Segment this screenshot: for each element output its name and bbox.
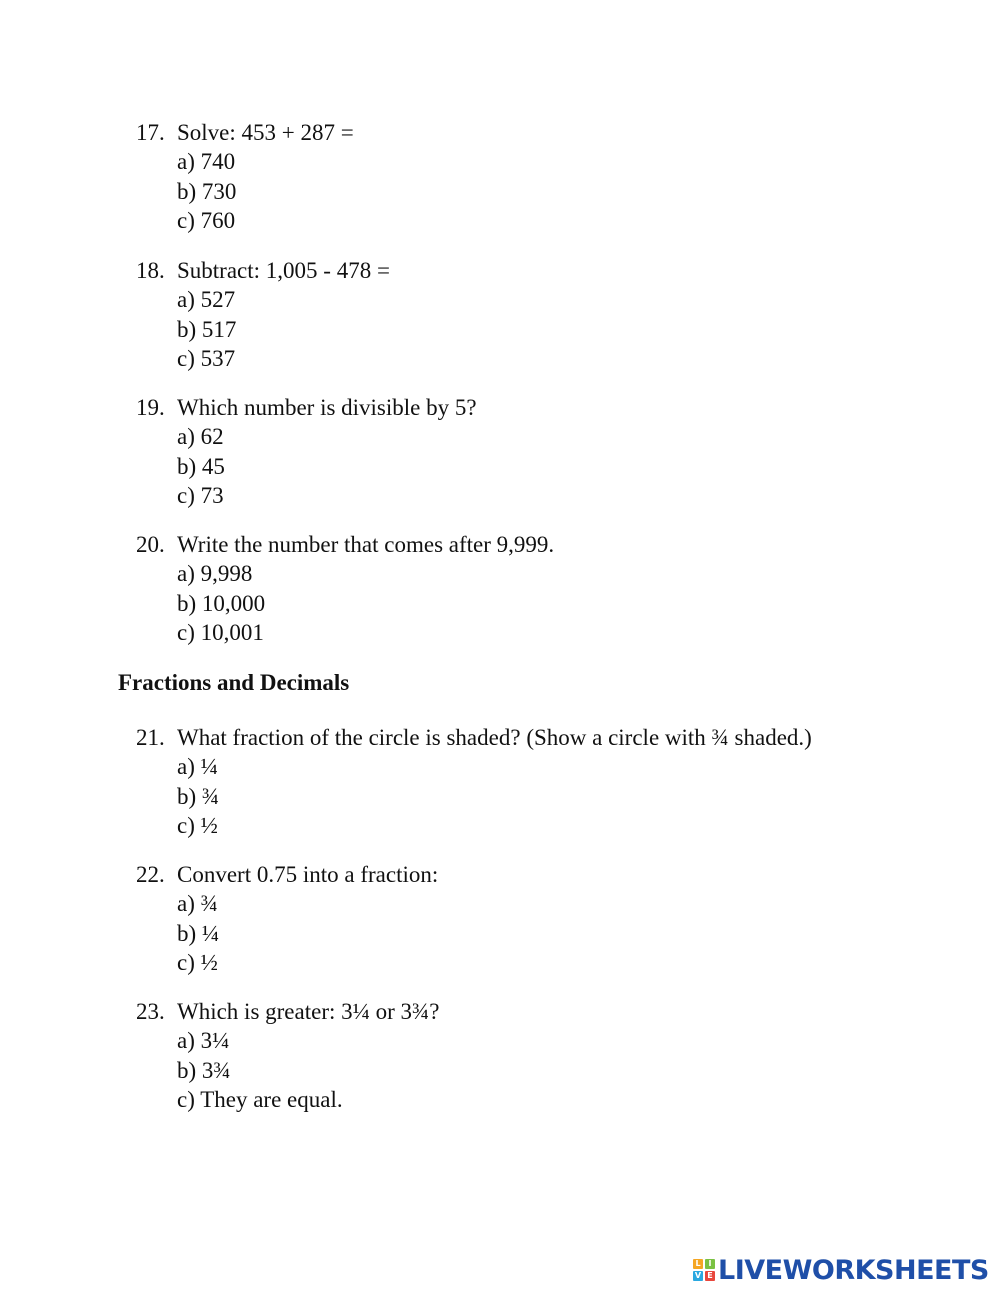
question-number: 18. [136,258,165,283]
option-c[interactable]: c) They are equal. [177,1087,343,1112]
question-text: Which number is divisible by 5? [177,395,477,420]
logo-mark-tile: E [705,1271,715,1281]
logo-text: LIVEWORKSHEETS [718,1254,989,1286]
question-number: 20. [136,532,165,557]
option-a[interactable]: a) 527 [177,287,236,312]
liveworksheets-logo[interactable] [693,1253,989,1287]
logo-mark-icon [693,1259,715,1281]
question-text: Solve: 453 + 287 = [177,120,354,145]
question-number: 22. [136,862,165,887]
option-c[interactable]: c) 10,001 [177,620,264,645]
question-number: 23. [136,999,165,1024]
option-b[interactable]: b) 3¾ [177,1058,231,1083]
option-c[interactable]: c) 537 [177,346,236,371]
option-a[interactable]: a) 9,998 [177,561,253,586]
question-number: 21. [136,725,165,750]
question-text: Convert 0.75 into a fraction: [177,862,439,887]
option-c[interactable]: c) 73 [177,483,224,508]
option-a[interactable]: a) 62 [177,424,224,449]
question-text: What fraction of the circle is shaded? (Show a circle with ¾ shaded.) [177,725,812,750]
option-b[interactable]: b) 10,000 [177,591,266,616]
option-c[interactable]: c) ½ [177,950,218,975]
option-b[interactable]: b) ¾ [177,784,220,809]
option-b[interactable]: b) ¼ [177,921,220,946]
question-number: 17. [136,120,165,145]
option-a[interactable]: a) ¾ [177,891,218,916]
option-b[interactable]: b) 45 [177,454,225,479]
logo-mark-tile: I [705,1259,715,1269]
option-b[interactable]: b) 517 [177,317,237,342]
option-a[interactable]: a) ¼ [177,754,218,779]
question-text: Write the number that comes after 9,999. [177,532,555,557]
option-c[interactable]: c) ½ [177,813,218,838]
question-number: 19. [136,395,165,420]
section-heading: Fractions and Decimals [118,670,350,695]
logo-mark-tile: L [693,1259,703,1269]
question-text: Subtract: 1,005 - 478 = [177,258,390,283]
option-a[interactable]: a) 740 [177,149,236,174]
option-a[interactable]: a) 3¼ [177,1028,230,1053]
question-text: Which is greater: 3¼ or 3¾? [177,999,440,1024]
option-c[interactable]: c) 760 [177,208,236,233]
logo-mark-tile: V [694,1271,702,1280]
option-b[interactable]: b) 730 [177,179,237,204]
